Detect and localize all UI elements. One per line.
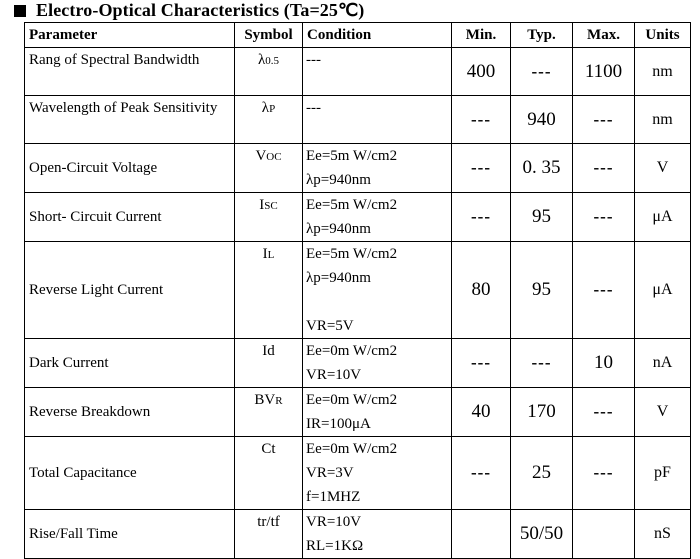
table-row — [25, 193, 691, 242]
symbol-main: Ct — [261, 441, 276, 457]
header-typ: Typ. — [511, 23, 573, 48]
symbol-subscript: 0.5 — [265, 55, 280, 67]
table-row — [25, 388, 691, 437]
unit-cell: V — [635, 388, 691, 437]
symbol-main: I — [259, 197, 265, 213]
value-min-cell: --- — [452, 144, 511, 193]
parameter-cell: Short- Circuit Current — [25, 193, 235, 242]
table-row — [25, 437, 691, 510]
condition-cell — [303, 144, 452, 193]
condition-line: Ee=0m W/cm2 — [306, 343, 398, 359]
unit-cell: μA — [635, 193, 691, 242]
header-condition: Condition — [303, 23, 452, 48]
symbol-subscript: R — [275, 395, 283, 407]
symbol-main: λ — [257, 52, 266, 68]
condition-line: IR=100μA — [306, 416, 371, 432]
bullet-square-icon — [14, 5, 26, 17]
symbol-cell — [235, 510, 303, 559]
header-parameter: Parameter — [25, 23, 235, 48]
table-row — [25, 144, 691, 193]
table-row — [25, 510, 691, 559]
symbol-subscript: L — [267, 249, 275, 261]
symbol-subscript: P — [269, 103, 276, 115]
unit-cell: μA — [635, 242, 691, 339]
condition-line: --- — [306, 100, 321, 116]
condition-line: Ee=0m W/cm2 — [306, 441, 398, 457]
value-max-cell: --- — [573, 437, 635, 510]
condition-cell — [303, 510, 452, 559]
unit-cell: pF — [635, 437, 691, 510]
condition-cell — [303, 339, 452, 388]
symbol-main: λ — [261, 100, 270, 116]
value-typ-cell: 940 — [511, 96, 573, 144]
value-max-cell: --- — [573, 144, 635, 193]
value-min-cell: 400 — [452, 48, 511, 96]
parameter-cell: Rise/Fall Time — [25, 510, 235, 559]
symbol-cell — [235, 144, 303, 193]
condition-cell — [303, 242, 452, 339]
symbol-main: I — [262, 246, 268, 262]
table-header-row — [25, 23, 691, 48]
symbol-main: Id — [262, 343, 275, 359]
symbol-cell — [235, 242, 303, 339]
condition-cell — [303, 48, 452, 96]
value-max-cell: --- — [573, 193, 635, 242]
unit-cell: nm — [635, 48, 691, 96]
condition-line: VR=10V — [306, 367, 362, 383]
symbol-subscript: SC — [264, 200, 278, 212]
condition-line: Ee=0m W/cm2 — [306, 392, 398, 408]
value-max-cell: 1100 — [573, 48, 635, 96]
condition-line — [306, 290, 451, 314]
unit-cell: nm — [635, 96, 691, 144]
unit-cell: nS — [635, 510, 691, 559]
condition-cell — [303, 437, 452, 510]
symbol-main: BV — [254, 392, 276, 408]
value-typ-cell: 170 — [511, 388, 573, 437]
symbol-main: tr/tf — [257, 514, 280, 530]
header-symbol: Symbol — [235, 23, 303, 48]
parameter-cell: Open-Circuit Voltage — [25, 144, 235, 193]
table-row — [25, 48, 691, 96]
symbol-cell — [235, 96, 303, 144]
condition-line: --- — [306, 52, 321, 68]
value-max-cell — [573, 510, 635, 559]
section-title — [14, 0, 364, 20]
table-body — [25, 48, 691, 559]
value-min-cell: 80 — [452, 242, 511, 339]
parameter-cell: Total Capacitance — [25, 437, 235, 510]
condition-line: Ee=5m W/cm2 — [306, 197, 398, 213]
condition-cell — [303, 193, 452, 242]
condition-line: f=1MHZ — [306, 489, 361, 505]
header-min: Min. — [452, 23, 511, 48]
parameter-cell: Wavelength of Peak Sensitivity — [25, 96, 235, 144]
parameter-cell: Reverse Breakdown — [25, 388, 235, 437]
condition-line: λp=940nm — [306, 172, 371, 188]
table-row — [25, 242, 691, 339]
symbol-cell — [235, 437, 303, 510]
condition-cell — [303, 388, 452, 437]
symbol-cell — [235, 388, 303, 437]
condition-line: VR=10V — [306, 514, 362, 530]
table-row — [25, 339, 691, 388]
symbol-cell — [235, 48, 303, 96]
condition-line: VR=3V — [306, 465, 354, 481]
value-max-cell: 10 — [573, 339, 635, 388]
value-typ-cell: --- — [511, 48, 573, 96]
value-typ-cell: 95 — [511, 242, 573, 339]
value-min-cell: --- — [452, 96, 511, 144]
value-min-cell: --- — [452, 339, 511, 388]
condition-line: Ee=5m W/cm2 — [306, 246, 398, 262]
symbol-cell — [235, 193, 303, 242]
value-typ-cell: 25 — [511, 437, 573, 510]
symbol-main: V — [255, 148, 267, 164]
condition-cell — [303, 96, 452, 144]
value-min-cell: 40 — [452, 388, 511, 437]
value-max-cell: --- — [573, 388, 635, 437]
condition-line: λp=940nm — [306, 270, 371, 286]
table-row — [25, 96, 691, 144]
value-typ-cell: 50/50 — [511, 510, 573, 559]
symbol-cell — [235, 339, 303, 388]
value-min-cell: --- — [452, 193, 511, 242]
value-max-cell: --- — [573, 242, 635, 339]
condition-line: RL=1KΩ — [306, 538, 364, 554]
condition-line: VR=5V — [306, 318, 354, 334]
title-text: Electro-Optical Characteristics (Ta=25℃) — [36, 0, 365, 20]
condition-line: λp=940nm — [306, 221, 371, 237]
value-typ-cell: 0. 35 — [511, 144, 573, 193]
parameter-cell: Rang of Spectral Bandwidth — [25, 48, 235, 96]
unit-cell: nA — [635, 339, 691, 388]
unit-cell: V — [635, 144, 691, 193]
header-units: Units — [635, 23, 691, 48]
characteristics-table — [24, 22, 691, 559]
symbol-subscript: OC — [266, 151, 282, 163]
value-min-cell: --- — [452, 437, 511, 510]
value-typ-cell: --- — [511, 339, 573, 388]
condition-line: Ee=5m W/cm2 — [306, 148, 398, 164]
header-max: Max. — [573, 23, 635, 48]
value-max-cell: --- — [573, 96, 635, 144]
value-typ-cell: 95 — [511, 193, 573, 242]
parameter-cell: Dark Current — [25, 339, 235, 388]
parameter-cell: Reverse Light Current — [25, 242, 235, 339]
value-min-cell — [452, 510, 511, 559]
